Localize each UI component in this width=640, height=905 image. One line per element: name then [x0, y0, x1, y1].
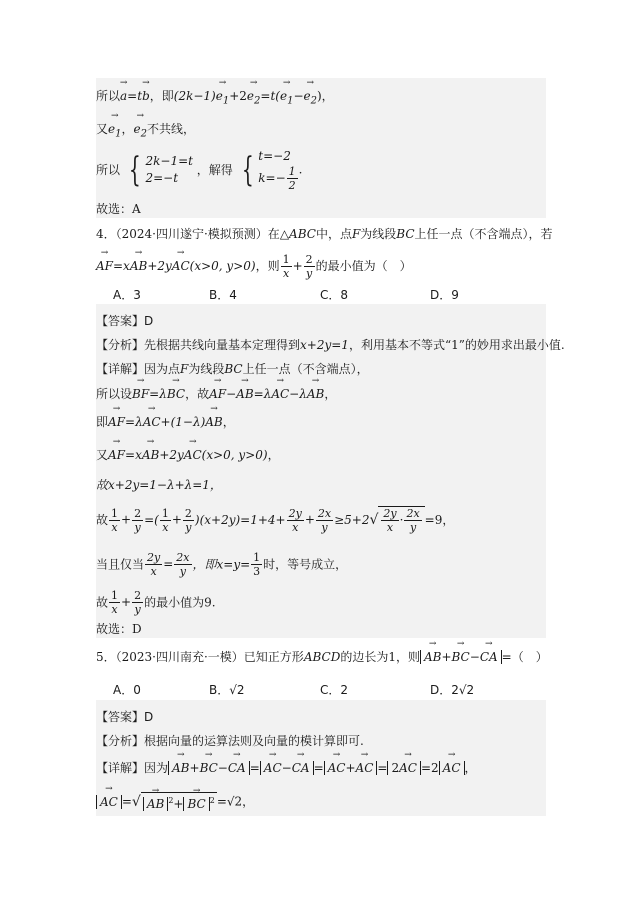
question-5: 5．（2023·四川南充·一模）已知正方形ABCD的边长为1，则→ AB+→ BC−→ CA =（ ）	[96, 649, 548, 665]
question-4-condition: → AF=x→ AB+2y→ AC(x>0, y>0)，则 $\frac{1}{x}$ + $\frac{2}{y}$ 的最小值为（ ）	[96, 253, 412, 280]
detail-4-line-1: 【详解】因为点F为线段BC上任一点（不含端点），	[96, 362, 369, 376]
detail-4-line-2: 所以设→ BF=λ→ BC，故→ AF−→ AB=λ→ AC−λ→ AB，	[96, 386, 336, 402]
detail-5-line-1: 【详解】因为→ AB+→ BC−→ CA =→ AC−→ CA =→ AC+→ AC = 2→ AC =2→ AC ，	[96, 760, 477, 776]
detail-5-line-2: → AC = √ → AB $^2$+→ BC $^2$ =√2，	[96, 792, 254, 812]
option-c[interactable]: C．2	[320, 683, 349, 697]
detail-4-line-6: 故 $\frac{1}{x}$ + $\frac{2}{y}$ =( $\frac{1}{x}$ + $\frac{2}{y}$ )(x+2y)=1+4+ $\frac{2y}{x}$ + $\frac{2x}{y}$ ≥5+2 √ $\frac{2y}{x}$ · $\frac{2x}{y}$ =9，	[96, 506, 455, 534]
option-d[interactable]: D．2√2	[430, 683, 475, 697]
sqrt-expression: √ $\frac{2y}{x}$ · $\frac{2x}{y}$	[369, 506, 424, 534]
equation-system-1: { 2k−1=t 2=−t	[128, 150, 193, 190]
answer-5: 【答案】D	[96, 710, 154, 724]
solution-line-3: 所以 { 2k−1=t 2=−t ，解得 { t=−2 k=− $\frac{1}{2}$ .	[96, 149, 303, 192]
question-4: 4．（2024·四川遂宁·模拟预测）在△ABC中，点F为线段BC上任一点（不含端点），若	[96, 227, 553, 241]
answer-4: 【答案】D	[96, 314, 154, 328]
equation-system-2: { t=−2 k=− $\frac{1}{2}$	[241, 149, 296, 192]
solution-line-1: 所以→ a=t→ b，即$(2k-1)\to e_1+2\to e_2=t(\to e_1-\to e_2)$，	[96, 88, 334, 109]
vector-sum-magnitude: → AB+→ BC−→ CA	[420, 650, 502, 664]
answer-choice-line: 故选：A	[96, 202, 141, 216]
option-b[interactable]: B．√2	[209, 683, 245, 697]
option-c[interactable]: C．8	[320, 288, 349, 302]
solution-block-4	[96, 304, 546, 638]
analysis-4: 【分析】先根据共线向量基本定理得到x+2y=1，利用基本不等式“1”的妙用求出最小值.	[96, 338, 565, 352]
solution-line-2: 又→ $e_1$，→ $e_2$不共线，	[96, 121, 195, 142]
detail-4-line-4: 又→ AF=x→ AB+2y→ AC(x>0, y>0)，	[96, 447, 280, 463]
option-a[interactable]: A．0	[113, 683, 141, 697]
detail-4-line-7: 当且仅当 $\frac{2y}{x}$ = $\frac{2x}{y}$ ，即x=y= $\frac{1}{3}$ 时，等号成立，	[96, 551, 348, 578]
detail-4-line-8: 故 $\frac{1}{x}$ + $\frac{2}{y}$ 的最小值为9.	[96, 589, 216, 616]
option-a[interactable]: A．3	[113, 288, 141, 302]
detail-4-line-5: 故x+2y=1−λ+λ=1，	[96, 478, 222, 492]
option-d[interactable]: D．9	[430, 288, 459, 302]
vector-a: → a	[120, 88, 127, 104]
detail-4-conclusion: 故选：D	[96, 622, 142, 636]
analysis-5: 【分析】根据向量的运算法则及向量的模计算即可.	[96, 734, 364, 748]
detail-4-line-3: 即→ AF=λ→ AC+(1−λ)→ AB，	[96, 414, 235, 430]
option-b[interactable]: B．4	[209, 288, 237, 302]
